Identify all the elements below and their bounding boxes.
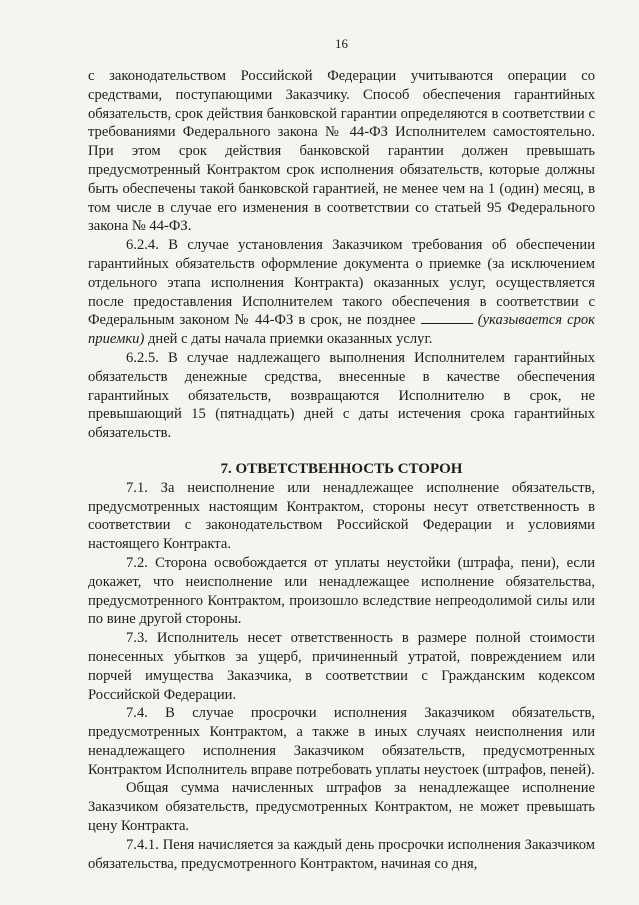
paragraph-7-3: 7.3. Исполнитель несет ответственность в размере полной стоимости понесенных убытков за ущерб, причиненный утратой, повреждением или порчей имущества Заказчика, в соответствии с Гражданским кодексом Российской Федерации.	[88, 630, 595, 703]
fill-in-blank	[421, 311, 473, 324]
paragraph-6-2-4-text: 6.2.4. В случае установления Заказчиком требования об обеспечении гарантийных обязательств оформление документа о приемке (за исключением отдельного этапа исполнения Контракта) оказанных услуг, осуществляется после предоставления Исполнителем такого обеспечения в соответствии с Федеральным законом № 44-ФЗ в срок, не позднее	[88, 237, 595, 329]
paragraph-6-2-4-end: дней с даты начала приемки оказанных услуг.	[144, 331, 433, 348]
paragraph-7-4-total: Общая сумма начисленных штрафов за ненадлежащее исполнение Заказчиком обязательств, предусмотренных Контрактом, не может превышать цену Контракта.	[88, 780, 595, 835]
paragraph-continuation: с законодательством Российской Федерации учитываются операции со средствами, поступающими Заказчику. Способ обеспечения гарантийных обязательств, срок действия банковской гарантии определяются в соответствии с требованиями Федерального закона № 44-ФЗ Исполнителем самостоятельно. При этом срок действия банковской гарантии должен превышать предусмотренный Контрактом срок исполнения обязательств, которые должны быть обеспечены такой банковской гарантией, не менее чем на 1 (один) месяц, в том числе в случае его изменения в соответствии со статьей 95 Федерального закона № 44-ФЗ.	[88, 68, 595, 235]
paragraph-6-2-4	[88, 236, 595, 349]
paragraph-7-4: 7.4. В случае просрочки исполнения Заказчиком обязательств, предусмотренных Контрактом, а также в иных случаях неисполнения или ненадлежащего исполнения Заказчиком обязательств, предусмотренных Контрактом Исполнитель вправе потребовать уплаты неустоек (штрафов, пеней).	[88, 705, 595, 778]
paragraph-6-2-5: 6.2.5. В случае надлежащего выполнения Исполнителем гарантийных обязательств денежные средства, внесенные в качестве обеспечения гарантийных обязательств, возвращаются Исполнителю в срок, не превышающий 15 (пятнадцать) дней с даты истечения срока гарантийных обязательств.	[88, 349, 595, 442]
page-number: 16	[335, 36, 348, 51]
italic-note: (указывается срок приемки)	[88, 312, 596, 348]
paragraph-7-1: 7.1. За неисполнение или ненадлежащее исполнение обязательств, предусмотренных настоящим Контрактом, стороны несут ответственность в соответствии с законодательством Российской Федерации и условиями настоящего Контракта.	[88, 479, 595, 553]
section-title: 7. ОТВЕТСТВЕННОСТЬ СТОРОН	[220, 460, 463, 477]
paragraph-7-2: 7.2. Сторона освобождается от уплаты неустойки (штрафа, пени), если докажет, что неисполнение или ненадлежащее исполнение обязательства, предусмотренного Контрактом, произошло вследствие непреодолимой силы или по вине другой стороны.	[88, 554, 595, 628]
paragraph-7-4-1: 7.4.1. Пеня начисляется за каждый день просрочки исполнения Заказчиком обязательства, предусмотренного Контрактом, начиная со дня,	[88, 836, 595, 872]
